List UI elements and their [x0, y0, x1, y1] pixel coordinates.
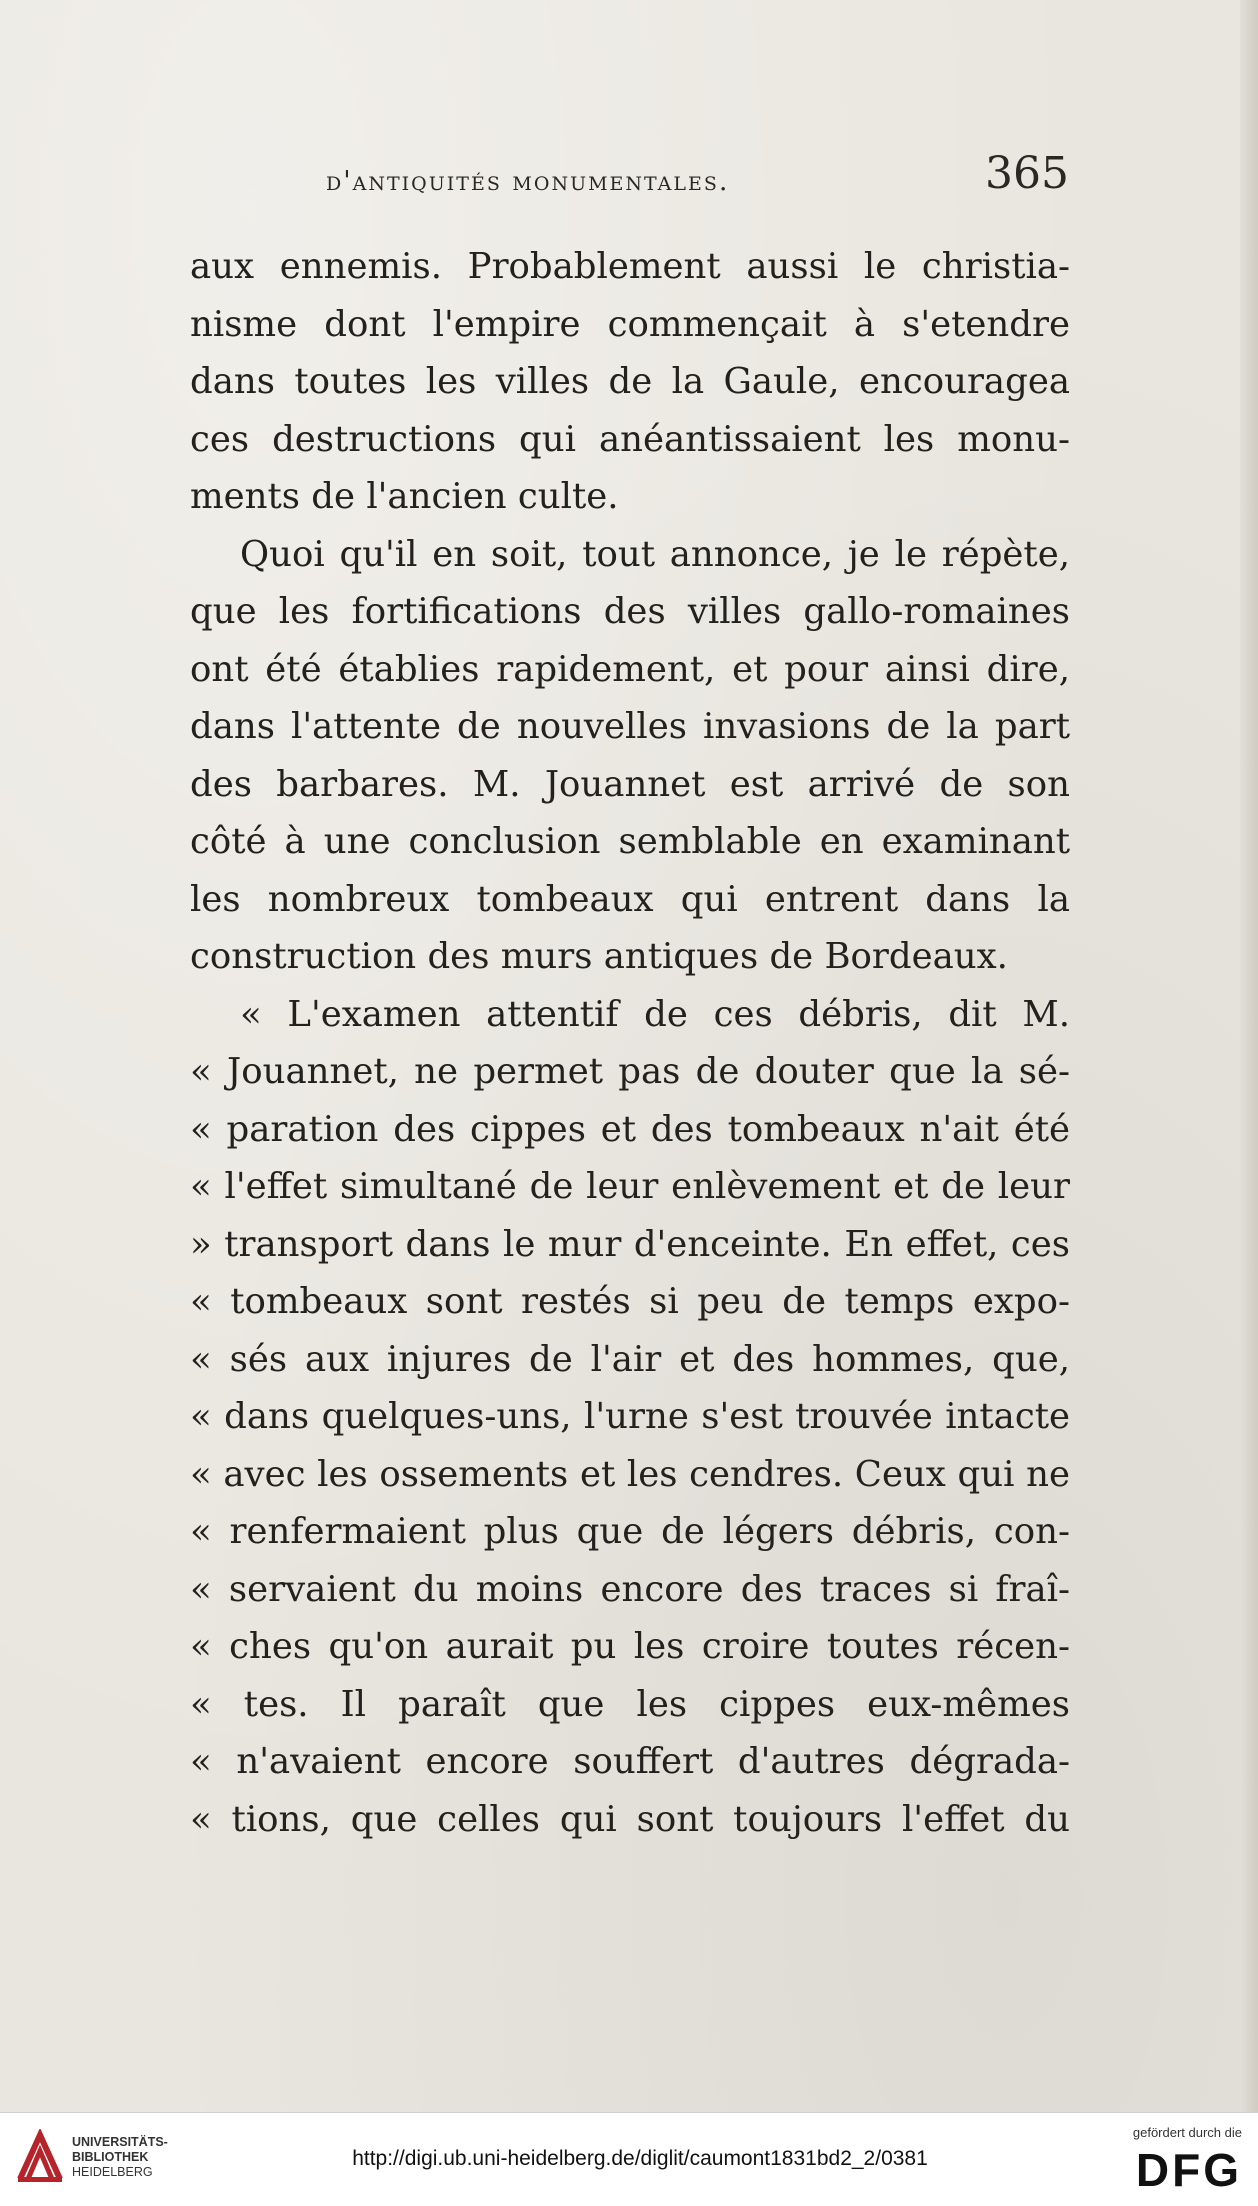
university-library-logo-icon [14, 2129, 66, 2185]
text-line: dans l'attente de nouvelles invasions de la part [190, 706, 1070, 747]
library-name-line-3: HEIDELBERG [72, 2165, 153, 2179]
library-name-line-1: UNIVERSITÄTS- [72, 2135, 168, 2149]
text-line: « L'examen attentif de ces débris, dit M. [240, 993, 1070, 1035]
text-line: « l'effet simultané de leur enlèvement et de leur [190, 1166, 1070, 1207]
text-line: nisme dont l'empire commençait à s'etendre [190, 303, 1070, 345]
text-line: « tombeaux sont restés si peu de temps expo- [190, 1281, 1070, 1322]
text-line: « sés aux injures de l'air et des hommes, que, [190, 1338, 1070, 1380]
text-line: aux ennemis. Probablement aussi le christia- [190, 246, 1070, 287]
text-line: côté à une conclusion semblable en examinant [190, 821, 1070, 862]
library-name [72, 2135, 168, 2180]
text-line: des barbares. M. Jouannet est arrivé de son [190, 763, 1070, 805]
viewer-footer [0, 2112, 1258, 2206]
text-line: « tions, que celles qui sont toujours l'effet du [190, 1798, 1070, 1840]
library-name-line-2: BIBLIOTHEK [72, 2150, 149, 2164]
text-line: construction des murs antiques de Bordeaux. [190, 936, 1008, 977]
running-title: d'antiquités monumentales. [326, 166, 730, 197]
page-edge [1240, 0, 1258, 2112]
text-line: dans toutes les villes de la Gaule, encouragea [190, 361, 1070, 402]
text-line: « ches qu'on aurait pu les croire toutes récen- [190, 1626, 1070, 1667]
text-line: que les fortifications des villes gallo-romaines [190, 591, 1070, 632]
funder-caption: gefördert durch die [1132, 2125, 1242, 2140]
running-head [0, 148, 1258, 208]
text-line: « avec les ossements et les cendres. Ceux qui ne [190, 1453, 1070, 1495]
text-line: ont été établies rapidement, et pour ainsi dire, [190, 648, 1070, 690]
text-line: « dans quelques-uns, l'urne s'est trouvée intacte [190, 1396, 1070, 1437]
text-line: les nombreux tombeaux qui entrent dans la [190, 878, 1070, 920]
body-text [190, 238, 1070, 1848]
text-line: « paration des cippes et des tombeaux n'ait été [190, 1108, 1070, 1150]
text-line: « renfermaient plus que de légers débris, con- [190, 1511, 1070, 1552]
page-number: 365 [985, 148, 1069, 199]
text-line: Quoi qu'il en soit, tout annonce, je le répète, [240, 533, 1070, 575]
text-line: « tes. Il paraît que les cippes eux-mêmes [190, 1683, 1070, 1725]
text-line: « n'avaient encore souffert d'autres dégrada- [190, 1741, 1070, 1782]
permalink-url[interactable]: http://digi.ub.uni-heidelberg.de/diglit/caumont1831bd2_2/0381 [352, 2147, 928, 2170]
text-line: » transport dans le mur d'enceinte. En effet, ces [190, 1223, 1070, 1265]
text-line: « Jouannet, ne permet pas de douter que la sé- [190, 1051, 1070, 1092]
text-line: ces destructions qui anéantissaient les monu- [190, 418, 1070, 460]
text-line: « servaient du moins encore des traces si fraî- [190, 1568, 1070, 1610]
text-line: ments de l'ancien culte. [190, 476, 619, 517]
dfg-logo: DFG [1135, 2144, 1242, 2196]
